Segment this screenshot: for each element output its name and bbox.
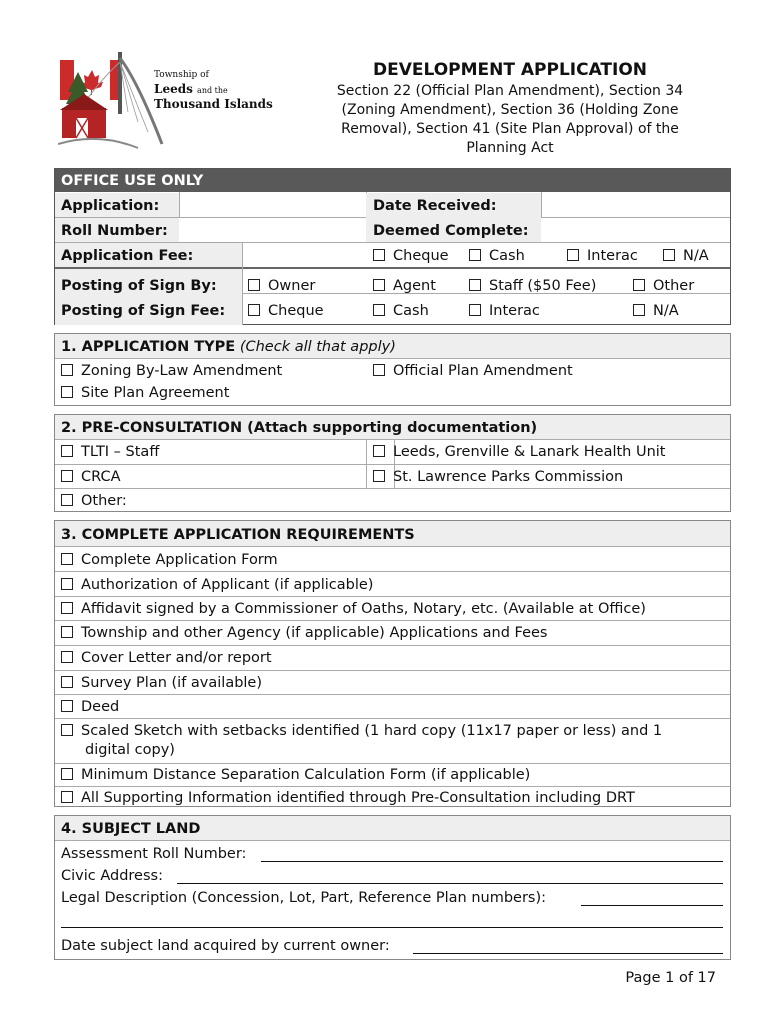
roll-number-label: Roll Number: bbox=[61, 223, 168, 239]
office-use-section bbox=[54, 168, 731, 325]
sign-fee-na[interactable]: N/A bbox=[633, 302, 679, 320]
logo-line1: Township of bbox=[154, 70, 209, 80]
pre-consultation-section bbox=[54, 414, 731, 512]
section2-heading: 2. PRE-CONSULTATION (Attach supporting documentation) bbox=[61, 420, 538, 436]
checkbox-icon[interactable] bbox=[469, 304, 481, 316]
sign-fee-interac[interactable]: Interac bbox=[469, 302, 540, 320]
req-survey-plan[interactable]: Survey Plan (if available) bbox=[61, 674, 262, 692]
sign-by-owner[interactable]: Owner bbox=[248, 277, 315, 295]
checkbox-icon[interactable] bbox=[469, 279, 481, 291]
req-supporting-info[interactable]: All Supporting Information identified through Pre-Consultation including DRT bbox=[61, 789, 635, 807]
checkbox-icon[interactable] bbox=[248, 304, 260, 316]
application-field[interactable] bbox=[180, 193, 365, 217]
legal-description-label: Legal Description (Concession, Lot, Part, Reference Plan numbers): bbox=[61, 890, 547, 906]
req-affidavit[interactable]: Affidavit signed by a Commissioner of Oaths, Notary, etc. (Available at Office) bbox=[61, 600, 646, 618]
checkbox-crca[interactable]: CRCA bbox=[61, 468, 121, 486]
logo-graphic bbox=[58, 52, 168, 152]
requirements-section bbox=[54, 520, 731, 807]
deemed-complete-label: Deemed Complete: bbox=[373, 223, 529, 239]
req-mds-calculation[interactable]: Minimum Distance Separation Calculation Form (if applicable) bbox=[61, 766, 530, 784]
checkbox-site-plan[interactable]: Site Plan Agreement bbox=[61, 384, 229, 402]
checkbox-icon[interactable] bbox=[61, 791, 73, 803]
date-acquired-label: Date subject land acquired by current owner: bbox=[61, 938, 390, 954]
checkbox-tlti-staff[interactable]: TLTI – Staff bbox=[61, 443, 159, 461]
fee-option-cheque[interactable]: Cheque bbox=[373, 247, 449, 265]
logo-line3: Thousand Islands bbox=[154, 97, 273, 111]
checkbox-icon[interactable] bbox=[633, 279, 645, 291]
checkbox-icon[interactable] bbox=[61, 768, 73, 780]
req-cover-letter[interactable]: Cover Letter and/or report bbox=[61, 649, 272, 667]
section4-heading: 4. SUBJECT LAND bbox=[61, 821, 201, 837]
checkbox-icon[interactable] bbox=[61, 700, 73, 712]
section3-heading: 3. COMPLETE APPLICATION REQUIREMENTS bbox=[61, 527, 415, 543]
application-label: Application: bbox=[61, 198, 160, 214]
civic-address-label: Civic Address: bbox=[61, 868, 163, 884]
page-number: Page 1 of 17 bbox=[625, 970, 716, 986]
checkbox-zoning-bylaw[interactable]: Zoning By-Law Amendment bbox=[61, 362, 282, 380]
date-received-field[interactable] bbox=[542, 193, 730, 217]
checkbox-icon[interactable] bbox=[61, 386, 73, 398]
date-received-label: Date Received: bbox=[373, 198, 497, 214]
checkbox-icon[interactable] bbox=[469, 249, 481, 261]
township-logo bbox=[58, 52, 273, 162]
checkbox-icon[interactable] bbox=[61, 553, 73, 565]
checkbox-other[interactable]: Other: bbox=[61, 492, 127, 510]
legal-description-field[interactable] bbox=[581, 891, 723, 906]
sign-by-staff[interactable]: Staff ($50 Fee) bbox=[469, 277, 596, 295]
checkbox-icon[interactable] bbox=[373, 279, 385, 291]
checkbox-parks-commission[interactable]: St. Lawrence Parks Commission bbox=[373, 468, 623, 486]
deemed-complete-field[interactable] bbox=[542, 218, 730, 242]
sign-fee-cash[interactable]: Cash bbox=[373, 302, 429, 320]
checkbox-official-plan[interactable]: Official Plan Amendment bbox=[373, 362, 573, 380]
sign-by-other[interactable]: Other bbox=[633, 277, 694, 295]
section1-heading: 1. APPLICATION TYPE (Check all that apply) bbox=[61, 339, 396, 355]
checkbox-icon[interactable] bbox=[567, 249, 579, 261]
fee-option-na[interactable]: N/A bbox=[663, 247, 709, 265]
checkbox-icon[interactable] bbox=[61, 602, 73, 614]
fee-option-interac[interactable]: Interac bbox=[567, 247, 638, 265]
checkbox-icon[interactable] bbox=[373, 445, 385, 457]
req-scaled-sketch-cont: digital copy) bbox=[85, 742, 175, 758]
req-scaled-sketch[interactable]: Scaled Sketch with setbacks identified (1 hard copy (11x17 paper or less) and 1 bbox=[61, 722, 662, 740]
document-subtitle: Section 22 (Official Plan Amendment), Section 34 (Zoning Amendment), Section 36 (Holding Zone Removal), Section 41 (Site Plan Approval) of the Planning Act bbox=[336, 83, 684, 156]
legal-description-field-2[interactable] bbox=[61, 913, 723, 928]
req-agency-applications[interactable]: Township and other Agency (if applicable) Applications and Fees bbox=[61, 624, 547, 642]
application-fee-label: Application Fee: bbox=[61, 248, 194, 264]
document-title: DEVELOPMENT APPLICATION bbox=[372, 60, 648, 80]
checkbox-icon[interactable] bbox=[61, 470, 73, 482]
checkbox-icon[interactable] bbox=[633, 304, 645, 316]
checkbox-icon[interactable] bbox=[663, 249, 675, 261]
sign-fee-cheque[interactable]: Cheque bbox=[248, 302, 324, 320]
checkbox-icon[interactable] bbox=[373, 304, 385, 316]
checkbox-icon[interactable] bbox=[61, 626, 73, 638]
posting-sign-by-label: Posting of Sign By: bbox=[61, 278, 217, 294]
date-acquired-field[interactable] bbox=[413, 939, 723, 954]
logo-line2: Leeds and the bbox=[154, 82, 228, 96]
roll-number-field[interactable] bbox=[180, 218, 365, 242]
req-authorization[interactable]: Authorization of Applicant (if applicable) bbox=[61, 576, 373, 594]
subject-land-section bbox=[54, 815, 731, 960]
posting-sign-fee-label: Posting of Sign Fee: bbox=[61, 303, 226, 319]
assessment-roll-field[interactable] bbox=[261, 847, 723, 862]
checkbox-icon[interactable] bbox=[61, 445, 73, 457]
checkbox-icon[interactable] bbox=[373, 364, 385, 376]
checkbox-icon[interactable] bbox=[248, 279, 260, 291]
checkbox-icon[interactable] bbox=[61, 364, 73, 376]
application-type-section bbox=[54, 333, 731, 406]
checkbox-icon[interactable] bbox=[373, 249, 385, 261]
office-heading: OFFICE USE ONLY bbox=[61, 173, 204, 189]
checkbox-health-unit[interactable]: Leeds, Grenville & Lanark Health Unit bbox=[373, 443, 666, 461]
fee-option-cash[interactable]: Cash bbox=[469, 247, 525, 265]
checkbox-icon[interactable] bbox=[61, 494, 73, 506]
checkbox-icon[interactable] bbox=[373, 470, 385, 482]
checkbox-icon[interactable] bbox=[61, 724, 73, 736]
req-deed[interactable]: Deed bbox=[61, 698, 119, 716]
assessment-roll-label: Assessment Roll Number: bbox=[61, 846, 247, 862]
civic-address-field[interactable] bbox=[177, 869, 723, 884]
req-application-form[interactable]: Complete Application Form bbox=[61, 551, 278, 569]
checkbox-icon[interactable] bbox=[61, 651, 73, 663]
checkbox-icon[interactable] bbox=[61, 676, 73, 688]
sign-by-agent[interactable]: Agent bbox=[373, 277, 436, 295]
checkbox-icon[interactable] bbox=[61, 578, 73, 590]
